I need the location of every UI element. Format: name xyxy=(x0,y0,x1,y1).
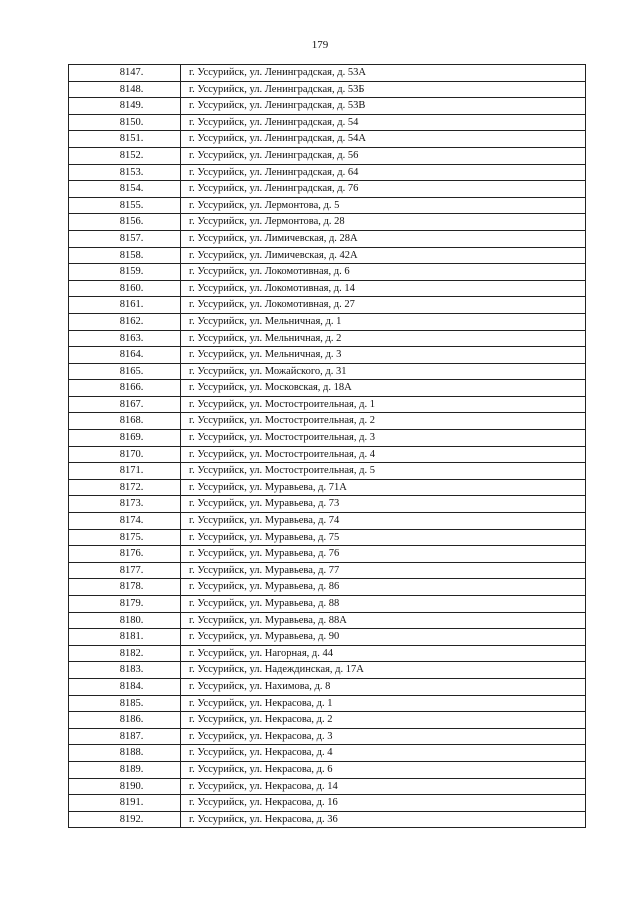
row-number: 8173. xyxy=(69,496,181,513)
table-row xyxy=(69,629,586,646)
row-address: г. Уссурийск, ул. Московская, д. 18А xyxy=(181,380,586,397)
row-number: 8178. xyxy=(69,579,181,596)
row-address: г. Уссурийск, ул. Некрасова, д. 4 xyxy=(181,745,586,762)
row-number: 8171. xyxy=(69,463,181,480)
row-address: г. Уссурийск, ул. Мельничная, д. 2 xyxy=(181,330,586,347)
row-address: г. Уссурийск, ул. Ленинградская, д. 54А xyxy=(181,131,586,148)
row-address: г. Уссурийск, ул. Мельничная, д. 3 xyxy=(181,347,586,364)
row-address: г. Уссурийск, ул. Лимичевская, д. 42А xyxy=(181,247,586,264)
table-row xyxy=(69,380,586,397)
table-row xyxy=(69,562,586,579)
table-row xyxy=(69,430,586,447)
row-number: 8167. xyxy=(69,396,181,413)
row-number: 8160. xyxy=(69,280,181,297)
table-row xyxy=(69,695,586,712)
table-row xyxy=(69,347,586,364)
table-row xyxy=(69,728,586,745)
table-row xyxy=(69,579,586,596)
row-number: 8187. xyxy=(69,728,181,745)
table-row xyxy=(69,745,586,762)
row-number: 8168. xyxy=(69,413,181,430)
row-address: г. Уссурийск, ул. Лимичевская, д. 28А xyxy=(181,230,586,247)
table-row xyxy=(69,529,586,546)
row-number: 8163. xyxy=(69,330,181,347)
row-address: г. Уссурийск, ул. Некрасова, д. 36 xyxy=(181,811,586,828)
row-number: 8154. xyxy=(69,181,181,198)
row-number: 8181. xyxy=(69,629,181,646)
row-number: 8152. xyxy=(69,147,181,164)
row-address: г. Уссурийск, ул. Некрасова, д. 2 xyxy=(181,712,586,729)
row-number: 8155. xyxy=(69,197,181,214)
row-address: г. Уссурийск, ул. Муравьева, д. 76 xyxy=(181,546,586,563)
row-number: 8149. xyxy=(69,98,181,115)
row-address: г. Уссурийск, ул. Муравьева, д. 88 xyxy=(181,596,586,613)
row-address: г. Уссурийск, ул. Некрасова, д. 1 xyxy=(181,695,586,712)
table-row xyxy=(69,612,586,629)
table-row xyxy=(69,264,586,281)
row-number: 8177. xyxy=(69,562,181,579)
row-address: г. Уссурийск, ул. Нагорная, д. 44 xyxy=(181,645,586,662)
row-number: 8172. xyxy=(69,479,181,496)
row-number: 8153. xyxy=(69,164,181,181)
row-address: г. Уссурийск, ул. Ленинградская, д. 56 xyxy=(181,147,586,164)
row-number: 8175. xyxy=(69,529,181,546)
row-address: г. Уссурийск, ул. Мостостроительная, д. 1 xyxy=(181,396,586,413)
row-address: г. Уссурийск, ул. Муравьева, д. 90 xyxy=(181,629,586,646)
row-number: 8184. xyxy=(69,678,181,695)
row-address: г. Уссурийск, ул. Мельничная, д. 1 xyxy=(181,313,586,330)
row-address: г. Уссурийск, ул. Некрасова, д. 6 xyxy=(181,761,586,778)
table-row xyxy=(69,795,586,812)
row-number: 8185. xyxy=(69,695,181,712)
row-address: г. Уссурийск, ул. Муравьева, д. 86 xyxy=(181,579,586,596)
row-address: г. Уссурийск, ул. Муравьева, д. 74 xyxy=(181,513,586,530)
row-number: 8192. xyxy=(69,811,181,828)
row-number: 8170. xyxy=(69,446,181,463)
table-row xyxy=(69,214,586,231)
row-number: 8180. xyxy=(69,612,181,629)
table-row xyxy=(69,645,586,662)
row-address: г. Уссурийск, ул. Мостостроительная, д. 4 xyxy=(181,446,586,463)
row-number: 8169. xyxy=(69,430,181,447)
row-address: г. Уссурийск, ул. Ленинградская, д. 53В xyxy=(181,98,586,115)
address-table-body xyxy=(69,65,586,828)
table-row xyxy=(69,81,586,98)
row-number: 8156. xyxy=(69,214,181,231)
table-row xyxy=(69,247,586,264)
table-row xyxy=(69,811,586,828)
row-number: 8188. xyxy=(69,745,181,762)
row-address: г. Уссурийск, ул. Надеждинская, д. 17А xyxy=(181,662,586,679)
table-row xyxy=(69,98,586,115)
table-row xyxy=(69,114,586,131)
row-address: г. Уссурийск, ул. Нахимова, д. 8 xyxy=(181,678,586,695)
row-address: г. Уссурийск, ул. Локомотивная, д. 6 xyxy=(181,264,586,281)
table-row xyxy=(69,197,586,214)
row-address: г. Уссурийск, ул. Ленинградская, д. 64 xyxy=(181,164,586,181)
row-number: 8164. xyxy=(69,347,181,364)
table-row xyxy=(69,164,586,181)
row-number: 8176. xyxy=(69,546,181,563)
row-address: г. Уссурийск, ул. Муравьева, д. 77 xyxy=(181,562,586,579)
table-row xyxy=(69,131,586,148)
row-number: 8158. xyxy=(69,247,181,264)
row-address: г. Уссурийск, ул. Мостостроительная, д. 5 xyxy=(181,463,586,480)
table-row xyxy=(69,479,586,496)
table-row xyxy=(69,712,586,729)
row-number: 8151. xyxy=(69,131,181,148)
table-row xyxy=(69,778,586,795)
row-address: г. Уссурийск, ул. Можайского, д. 31 xyxy=(181,363,586,380)
table-row xyxy=(69,546,586,563)
row-address: г. Уссурийск, ул. Ленинградская, д. 54 xyxy=(181,114,586,131)
table-row xyxy=(69,230,586,247)
table-row xyxy=(69,596,586,613)
table-row xyxy=(69,65,586,82)
table-row xyxy=(69,678,586,695)
row-address: г. Уссурийск, ул. Некрасова, д. 16 xyxy=(181,795,586,812)
page-number: 179 xyxy=(311,39,329,51)
row-address: г. Уссурийск, ул. Некрасова, д. 3 xyxy=(181,728,586,745)
table-row xyxy=(69,463,586,480)
row-address: г. Уссурийск, ул. Муравьева, д. 71А xyxy=(181,479,586,496)
row-address: г. Уссурийск, ул. Мостостроительная, д. 2 xyxy=(181,413,586,430)
row-number: 8147. xyxy=(69,65,181,82)
row-number: 8159. xyxy=(69,264,181,281)
table-row xyxy=(69,330,586,347)
table-row xyxy=(69,496,586,513)
row-address: г. Уссурийск, ул. Локомотивная, д. 27 xyxy=(181,297,586,314)
row-number: 8179. xyxy=(69,596,181,613)
row-address: г. Уссурийск, ул. Ленинградская, д. 76 xyxy=(181,181,586,198)
table-row xyxy=(69,147,586,164)
row-address: г. Уссурийск, ул. Муравьева, д. 75 xyxy=(181,529,586,546)
row-number: 8174. xyxy=(69,513,181,530)
row-number: 8190. xyxy=(69,778,181,795)
row-address: г. Уссурийск, ул. Локомотивная, д. 14 xyxy=(181,280,586,297)
table-row xyxy=(69,181,586,198)
row-number: 8162. xyxy=(69,313,181,330)
table-row xyxy=(69,761,586,778)
table-row xyxy=(69,363,586,380)
row-number: 8165. xyxy=(69,363,181,380)
row-number: 8161. xyxy=(69,297,181,314)
row-number: 8183. xyxy=(69,662,181,679)
row-number: 8166. xyxy=(69,380,181,397)
table-row xyxy=(69,662,586,679)
row-address: г. Уссурийск, ул. Лермонтова, д. 28 xyxy=(181,214,586,231)
row-number: 8182. xyxy=(69,645,181,662)
table-row xyxy=(69,446,586,463)
row-address: г. Уссурийск, ул. Муравьева, д. 88А xyxy=(181,612,586,629)
row-number: 8150. xyxy=(69,114,181,131)
row-address: г. Уссурийск, ул. Некрасова, д. 14 xyxy=(181,778,586,795)
table-row xyxy=(69,413,586,430)
row-number: 8186. xyxy=(69,712,181,729)
row-address: г. Уссурийск, ул. Ленинградская, д. 53А xyxy=(181,65,586,82)
row-address: г. Уссурийск, ул. Лермонтова, д. 5 xyxy=(181,197,586,214)
table-row xyxy=(69,513,586,530)
row-number: 8157. xyxy=(69,230,181,247)
address-table xyxy=(68,64,586,828)
table-row xyxy=(69,313,586,330)
row-number: 8148. xyxy=(69,81,181,98)
row-address: г. Уссурийск, ул. Муравьева, д. 73 xyxy=(181,496,586,513)
row-address: г. Уссурийск, ул. Ленинградская, д. 53Б xyxy=(181,81,586,98)
row-address: г. Уссурийск, ул. Мостостроительная, д. 3 xyxy=(181,430,586,447)
row-number: 8191. xyxy=(69,795,181,812)
table-row xyxy=(69,396,586,413)
table-row xyxy=(69,280,586,297)
row-number: 8189. xyxy=(69,761,181,778)
table-row xyxy=(69,297,586,314)
